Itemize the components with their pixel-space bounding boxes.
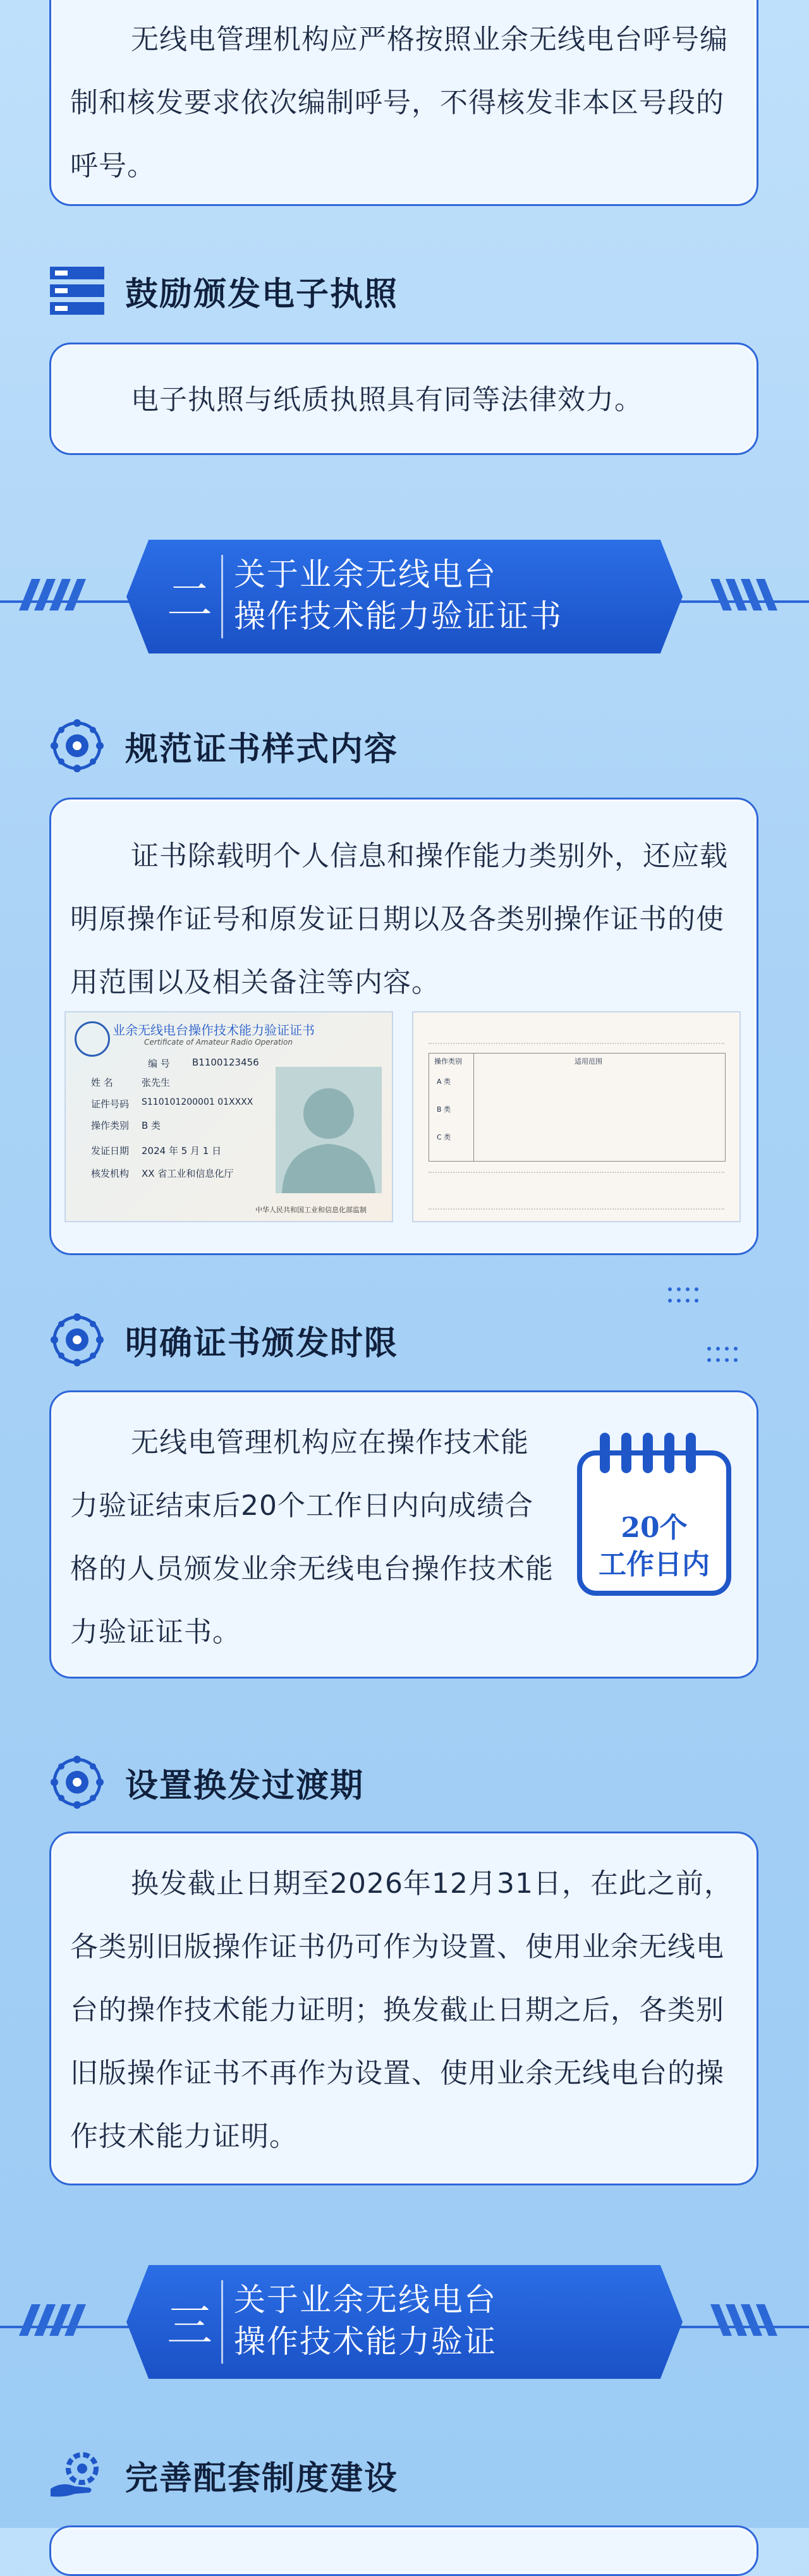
issue-time-paragraph: 无线电管理机构应在操作技术能力验证结束后20个工作日内向成绩合格的人员颁发业余无线电台操作技术能力验证证书。	[70, 1426, 554, 1648]
cert-back-notes	[429, 1172, 724, 1210]
cert-id-value: S110101200001 01XXXX	[142, 1097, 253, 1107]
cert-title-en: Certificate of Amateur Radio Operation	[144, 1038, 293, 1047]
cert-name-value: 张先生	[142, 1077, 171, 1088]
badge-line1: 20个	[621, 1512, 688, 1544]
cert-name-label: 姓 名	[91, 1077, 113, 1088]
cert-photo	[276, 1067, 382, 1193]
stack-icon	[49, 263, 105, 319]
cert-date-value: 2024 年 5 月 1 日	[142, 1145, 222, 1157]
issue-time-card	[49, 1390, 758, 1679]
banner-title-line2: 操作技术能力验证证书	[234, 598, 563, 635]
cert-back-col1: 操作类别	[434, 1057, 462, 1066]
network-icon	[49, 1312, 105, 1368]
transition-heading	[49, 1751, 364, 1814]
banner-title	[234, 554, 563, 637]
system-card	[49, 2525, 758, 2576]
cert-style-heading	[49, 714, 398, 777]
decor-dots-2	[707, 1346, 739, 1365]
section-banner-2	[0, 540, 809, 666]
cert-back-row-c: C 类	[437, 1133, 451, 1141]
calendar-badge	[576, 1430, 733, 1597]
cert-back-grid	[473, 1054, 474, 1161]
cert-back-row-b: B 类	[437, 1105, 451, 1114]
gear-hand-icon	[49, 2447, 105, 2503]
transition-paragraph: 换发截止日期至2026年12月31日，在此之前，各类别旧版操作证书仍可作为设置、使用业余无线电台的操作技术能力证明；换发截止日期之后，各类别旧版操作证书不再作为设置、使用业余无线电台的操作技术能力证明。	[70, 1868, 733, 2153]
transition-title: 设置换发过渡期	[125, 1766, 365, 1805]
network-icon	[49, 718, 105, 774]
banner-slash-left	[6, 579, 95, 623]
cert-style-title: 规范证书样式内容	[125, 729, 399, 769]
banner-title	[234, 2279, 497, 2362]
system-heading	[49, 2443, 398, 2506]
cert-back-table	[429, 1053, 726, 1162]
banner-title-line2: 操作技术能力验证	[234, 2323, 497, 2360]
banner-title-line1: 关于业余无线电台	[234, 556, 497, 593]
section-banner-3	[0, 2265, 809, 2391]
cert-authority-value: XX 省工业和信息化厅	[142, 1168, 234, 1179]
banner-slash-left	[6, 2304, 95, 2348]
cert-number-label: 编 号	[148, 1058, 170, 1069]
e-license-card	[49, 343, 758, 455]
certificate-back	[412, 1011, 741, 1222]
cert-number-value: B1100123456	[192, 1057, 259, 1068]
banner-title-line1: 关于业余无线电台	[234, 2281, 497, 2318]
cert-style-paragraph: 证书除载明个人信息和操作能力类别外，还应载明原操作证号和原发证日期以及各类别操作证书的使用范围以及相关备注等内容。	[70, 840, 728, 999]
system-title: 完善配套制度建设	[125, 2458, 399, 2498]
cert-class-label: 操作类别	[91, 1120, 130, 1131]
cert-class-value: B 类	[142, 1120, 161, 1131]
cert-authority-label: 核发机构	[91, 1168, 130, 1179]
banner-slash-right	[702, 2304, 790, 2348]
cert-id-label: 证件号码	[91, 1098, 130, 1110]
cert-back-intro	[429, 1024, 724, 1044]
cert-footer: 中华人民共和国工业和信息化部监制	[255, 1206, 367, 1214]
banner-number: 三	[158, 2280, 223, 2364]
cert-back-col2: 适用范围	[575, 1057, 602, 1066]
issue-time-title: 明确证书颁发时限	[125, 1323, 399, 1363]
e-license-title: 鼓励颁发电子执照	[125, 274, 399, 313]
decor-dots	[667, 1287, 700, 1306]
banner-number: 二	[158, 555, 223, 638]
banner-slash-right	[702, 579, 790, 623]
issue-time-heading	[49, 1308, 398, 1371]
transition-card	[49, 1832, 758, 2185]
cert-title: 业余无线电台操作技术能力验证证书	[113, 1023, 315, 1038]
cert-date-label: 发证日期	[91, 1145, 130, 1157]
person-silhouette-icon	[276, 1067, 382, 1193]
certificate-front	[64, 1011, 393, 1222]
e-license-paragraph: 电子执照与纸质执照具有同等法律效力。	[131, 384, 643, 416]
e-license-heading	[49, 259, 398, 322]
callsign-card	[49, 0, 758, 206]
cert-back-row-a: A 类	[437, 1078, 451, 1086]
badge-line2: 工作日内	[599, 1548, 710, 1581]
network-icon	[49, 1754, 105, 1810]
callsign-paragraph: 无线电管理机构应严格按照业余无线电台呼号编制和核发要求依次编制呼号，不得核发非本区号段的呼号。	[70, 23, 728, 182]
cert-seal	[75, 1021, 110, 1057]
